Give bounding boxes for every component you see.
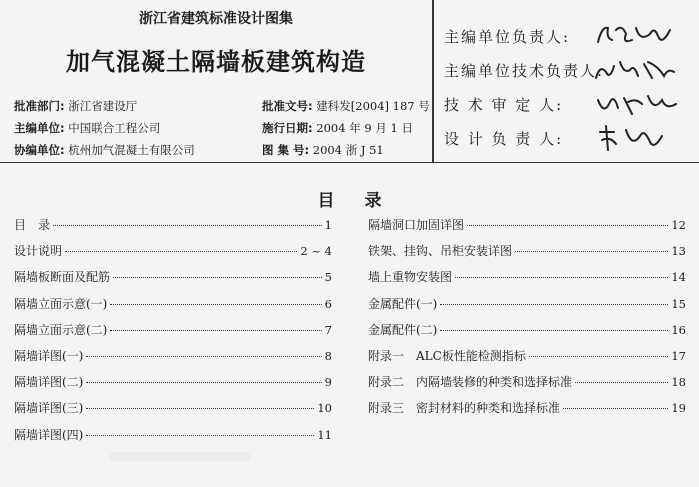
toc-entry-label: 附录三 密封材料的种类和选择标准 [368, 401, 561, 416]
toc-entry-label: 隔墙详图(二) [14, 375, 84, 390]
handwritten-signature [592, 88, 687, 122]
dot-leader [110, 304, 321, 305]
signature-row-designer [444, 122, 694, 156]
signature-label: 技 术 审 定 人: [444, 96, 564, 114]
toc-entry-page: 12 [671, 218, 686, 232]
toc-entry-page: 17 [671, 348, 686, 363]
series-title: 浙江省建筑标准设计图集 [139, 11, 293, 27]
meta-key: 批准部门: [14, 99, 65, 113]
handwritten-signature [592, 20, 687, 54]
handwritten-signature [592, 122, 687, 156]
meta-value: 浙江省建设厅 [68, 99, 138, 113]
header-divider [432, 0, 434, 162]
toc-entry-page: 9 [324, 375, 332, 390]
meta-value: 2004 年 9 月 1 日 [316, 121, 413, 135]
meta-key: 施行日期: [262, 121, 313, 135]
handwritten-signature [592, 54, 687, 88]
toc-entry-label: 金属配件(一) [368, 296, 438, 311]
signature-row-reviewer [444, 88, 694, 122]
dot-leader [86, 356, 321, 357]
toc-right-column [368, 216, 686, 426]
toc-entry-label: 墙上重物安装图 [368, 270, 453, 285]
toc-entry-page: 6 [324, 296, 332, 311]
toc-entry[interactable] [14, 426, 332, 452]
toc-entry-label: 附录二 内隔墙装修的种类和选择标准 [368, 375, 573, 390]
dot-leader [529, 356, 669, 357]
toc-entry-label: 隔墙详图(四) [14, 427, 84, 442]
signature-label: 主编单位技术负责人: [444, 62, 605, 80]
toc-entry[interactable] [368, 216, 686, 242]
toc-entry[interactable] [368, 242, 686, 268]
toc-left-column [14, 216, 332, 452]
signature-row-unit-head [444, 20, 694, 54]
meta-value: 杭州加气混凝土有限公司 [68, 143, 195, 157]
atlas-title: 加气混凝土隔墙板建筑构造 [66, 48, 366, 76]
signature-label: 设 计 负 责 人: [444, 130, 564, 148]
toc-entry[interactable] [14, 242, 332, 268]
toc-entry[interactable] [14, 216, 332, 242]
toc-entry[interactable] [14, 321, 332, 347]
toc-entry[interactable] [14, 347, 332, 373]
toc-entry-label: 设计说明 [14, 244, 63, 259]
signature-label: 主编单位负责人: [444, 28, 571, 46]
toc-entry[interactable] [14, 373, 332, 399]
toc-entry-page: 2 ~ 4 [300, 244, 332, 259]
dot-leader [86, 435, 314, 436]
meta-key: 主编单位: [14, 121, 65, 135]
toc-entry-page: 13 [671, 244, 686, 259]
toc-entry[interactable] [368, 399, 686, 425]
toc-entry-page: 7 [324, 322, 332, 337]
meta-key: 图 集 号: [262, 143, 310, 157]
toc-heading: 目录 [317, 191, 412, 211]
scan-smudge [110, 452, 250, 462]
toc-entry-page: 5 [324, 270, 332, 285]
toc-entry[interactable] [368, 295, 686, 321]
toc-entry[interactable] [14, 268, 332, 294]
toc-entry-page: 10 [317, 401, 332, 416]
meta-value: 建科发[2004] 187 号 [316, 99, 430, 113]
dot-leader [86, 408, 314, 409]
dot-leader [113, 277, 322, 278]
dot-leader [440, 304, 668, 305]
dot-leader [455, 277, 668, 278]
toc-entry-page: 1 [324, 218, 332, 232]
meta-value: 中国联合工程公司 [68, 121, 161, 135]
signature-row-tech-head [444, 54, 694, 88]
toc-entry-label: 隔墙立面示意(一) [14, 296, 108, 311]
toc-entry-label: 隔墙立面示意(二) [14, 322, 108, 337]
toc-entry-label: 目 录 [14, 218, 51, 232]
toc-entry-label: 隔墙详图(三) [14, 401, 84, 416]
dot-leader [440, 330, 668, 331]
approval-number [262, 98, 430, 114]
dot-leader [563, 408, 668, 409]
toc-entry-page: 11 [317, 427, 332, 442]
toc-entry-label: 隔墙板断面及配筋 [14, 270, 111, 285]
meta-key: 协编单位: [14, 143, 65, 157]
toc-entry-label: 隔墙详图(一) [14, 348, 84, 363]
effective-date [262, 120, 413, 136]
dot-leader [467, 225, 668, 226]
toc-entry[interactable] [368, 347, 686, 373]
toc-entry-label: 铁架、挂钩、吊柜安装详图 [368, 244, 513, 259]
toc-entry[interactable] [368, 321, 686, 347]
toc-entry[interactable] [368, 268, 686, 294]
atlas-number [262, 142, 384, 158]
toc-entry-label: 金属配件(二) [368, 322, 438, 337]
toc-entry[interactable] [14, 295, 332, 321]
toc-entry[interactable] [14, 399, 332, 425]
toc-entry[interactable] [368, 373, 686, 399]
toc-entry-page: 19 [671, 401, 686, 416]
toc-entry-label: 隔墙洞口加固详图 [368, 218, 465, 232]
dot-leader [575, 382, 668, 383]
meta-value: 2004 浙 J 51 [312, 143, 384, 157]
meta-key: 批准文号: [262, 99, 313, 113]
chief-editor-unit [14, 120, 160, 136]
toc-entry-page: 8 [324, 348, 332, 363]
dot-leader [65, 251, 297, 252]
co-editor-unit [14, 142, 195, 158]
dot-leader [53, 225, 322, 226]
toc-entry-page: 15 [671, 296, 686, 311]
toc-entry-page: 18 [671, 375, 686, 390]
toc-entry-label: 附录一 ALC板性能检测指标 [368, 348, 526, 363]
toc-entry-page: 16 [671, 322, 686, 337]
approval-department [14, 98, 137, 114]
dot-leader [86, 382, 321, 383]
toc-entry-page: 14 [671, 270, 686, 285]
dot-leader [515, 251, 668, 252]
title-block [0, 0, 699, 163]
dot-leader [110, 330, 321, 331]
